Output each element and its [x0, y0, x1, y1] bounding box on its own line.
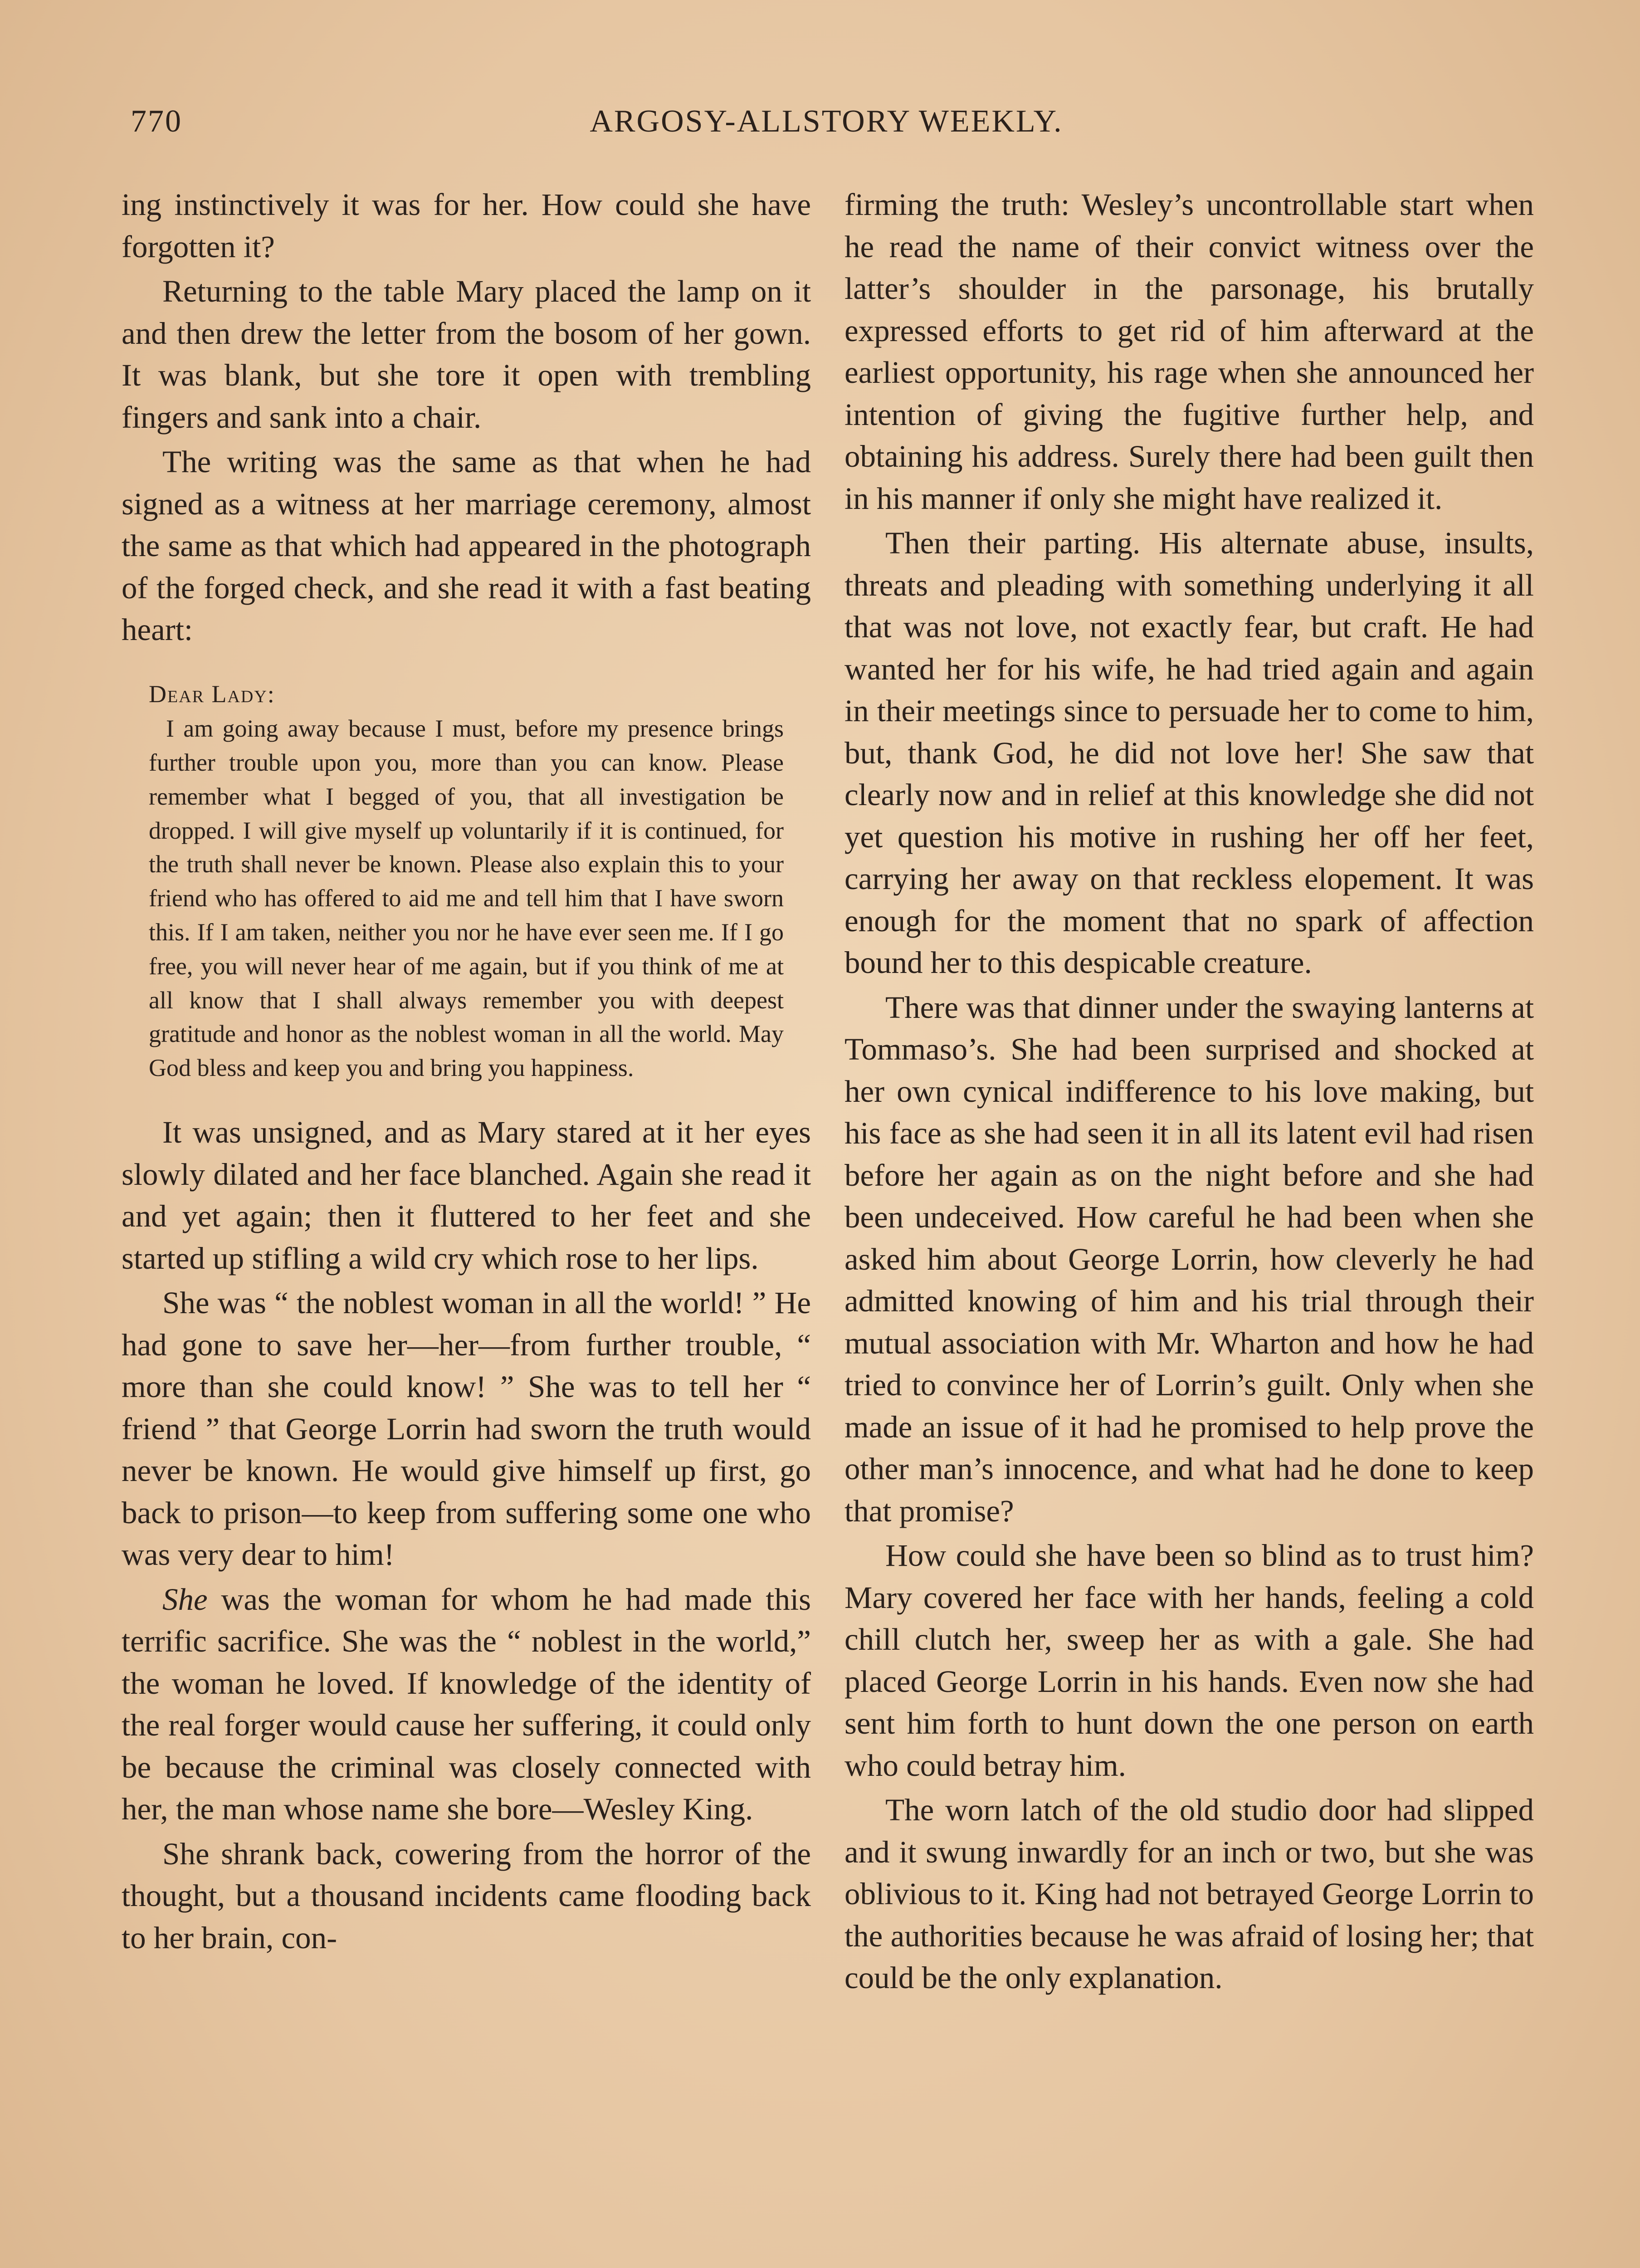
page-header: [131, 103, 1522, 153]
paragraph: The writing was the same as that when he had signed as a witness at her marriage ceremony, almost the same as that which had appeared in the photograph of the forged check, and she read it with a fast beating heart:: [122, 445, 811, 647]
paragraph: There was that dinner under the swaying lanterns at Tommaso’s. She had been surprised and shocked at her own cynical indifference to his love making, but his face as she had seen it in all its latent evil had risen before her again as on the night before and she had been undeceived. How careful he had been when she asked him about George Lorrin, how cleverly he had admitted knowing of him and his trial through their mutual association with Mr. Wharton and how he had tried to convince her of Lorrin’s guilt. Only when she made an issue of it had he promised to help prove the other man’s innocence, and what had he done to keep that promise?: [844, 990, 1534, 1528]
letter-body: I am going away because I must, before my presence brings further trouble upon you, more than you can know. Please remember what I begged of you, that all investigation be dropped. I will give myself up voluntarily if it is continued, for the truth shall never be known. Please also explain this to your friend who has offered to aid me and tell him that I have sworn this. If I am taken, neither you nor he have ever seen me. If I go free, you will never hear of me again, but if you think of me at all know that I shall always remember you with deepest gratitude and honor as the noblest woman in all the world. May God bless and keep you and bring you happiness.: [149, 715, 784, 1082]
emphasis: She: [162, 1582, 208, 1617]
paragraph-text: was the woman for whom he had made this terrific sacrifice. She was the “ noblest in the world,” the woman he loved. If knowledge of the identity of the real forger would cause her suffering, it could only be because the criminal was closely connected with her, the man whose name she bore—Wesley King.: [122, 1582, 811, 1827]
paragraph: Then their parting. His alternate abuse, insults, threats and pleading with something underlying it all that was not love, not exactly fear, but craft. He had wanted her for his wife, he had tried again and again in their meetings since to persuade her to come to him, but, thank God, he did not love her! She saw that clearly now and in relief at this knowledge she did not yet question his motive in rushing her off her feet, carrying her away on that reckless elopement. It was enough for the moment that no spark of affection bound her to this despicable creature.: [844, 526, 1534, 980]
right-column: [844, 184, 1534, 1999]
paragraph: Returning to the table Mary placed the lamp on it and then drew the letter from the bosom of her gown. It was blank, but she tore it open with trembling fingers and sank into a chair.: [122, 274, 811, 435]
paragraph: How could she have been so blind as to trust him? Mary covered her face with her hands, feeling a cold chill clutch her, sweep her as with a gale. She had placed George Lorrin in his hands. Even now she had sent him forth to hunt down the one person on earth who could betray him.: [844, 1538, 1534, 1783]
paragraph: ing instinctively it was for her. How could she have forgotten it?: [122, 187, 811, 264]
page-number: 770: [131, 104, 182, 139]
paragraph: She shrank back, cowering from the horror of the thought, but a thousand incidents came flooding back to her brain, con-: [122, 1836, 811, 1955]
paragraph: She was “ the noblest woman in all the world! ” He had gone to save her—her—from further trouble, “ more than she could know! ” She was to tell her “ friend ” that George Lorrin had sworn the truth would never be known. He would give himself up first, go back to prison—to keep from suffering some one who was very dear to him!: [122, 1286, 811, 1572]
letter-block: [122, 677, 811, 1085]
paragraph: [122, 1579, 811, 1830]
paragraph: firming the truth: Wesley’s uncontrollable start when he read the name of their convict witness over the latter’s shoulder in the parsonage, his brutally expressed efforts to get rid of him afterward at the earliest opportunity, his rage when she announced her intention of giving the fugitive further help, and obtaining his address. Surely there had been guilt then in his manner if only she might have realized it.: [844, 187, 1534, 516]
letter-salutation: Dear Lady:: [149, 680, 275, 708]
paragraph: The worn latch of the old studio door had slipped and it swung inwardly for an inch or two, but she was oblivious to it. King had not betrayed George Lorrin to the authorities because he was afraid of losing her; that could be the only explanation.: [844, 1793, 1534, 1995]
left-column: [122, 184, 811, 1959]
running-title: ARGOSY-ALLSTORY WEEKLY.: [590, 104, 1063, 139]
paragraph: It was unsigned, and as Mary stared at it her eyes slowly dilated and her face blanched. Again she read it and yet again; then it fluttered to her feet and she started up stifling a wild cry which rose to her lips.: [122, 1115, 811, 1276]
